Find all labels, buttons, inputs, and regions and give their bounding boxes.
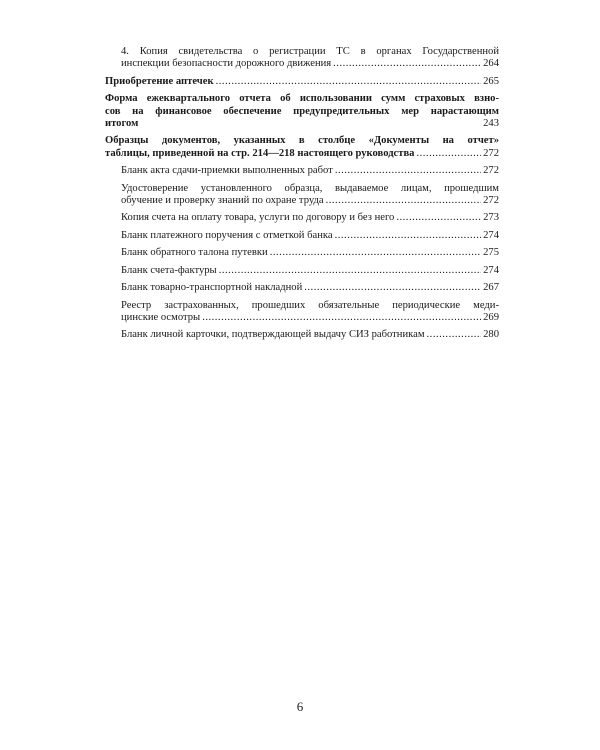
leader-dots bbox=[304, 282, 481, 294]
toc-page-number: 265 bbox=[483, 75, 499, 87]
toc-entry-voucher-stub[interactable] bbox=[105, 247, 499, 259]
toc-entry-line bbox=[121, 230, 499, 242]
toc-page-number: 275 bbox=[483, 247, 499, 259]
leader-dots bbox=[216, 76, 482, 88]
toc-entry-text: Удостоверение установленного образца, выдаваемое лицам, прошедшим bbox=[121, 182, 499, 194]
toc-entry-acceptance-act[interactable] bbox=[105, 165, 499, 177]
toc-page-number: 243 bbox=[483, 118, 499, 130]
toc-entry-title: инспекции безопасности дорожного движения bbox=[121, 58, 332, 70]
leader-dots bbox=[333, 58, 481, 70]
toc-page-number: 273 bbox=[483, 212, 499, 224]
leader-dots bbox=[416, 148, 481, 160]
toc-entry-title: Приобретение аптечек bbox=[105, 75, 214, 87]
toc-entry-line bbox=[121, 195, 499, 207]
toc-entry-line bbox=[121, 282, 499, 294]
toc-entry-quarterly-report-form[interactable] bbox=[105, 93, 499, 130]
toc-entry-invoice-form[interactable] bbox=[105, 265, 499, 277]
toc-entry-title: обучение и проверку знаний по охране труда bbox=[121, 195, 324, 207]
toc-entry-line bbox=[121, 329, 499, 341]
toc-page-number: 274 bbox=[483, 229, 499, 241]
toc-entry-title: Бланк обратного талона путевки bbox=[121, 247, 268, 259]
page-number: 6 bbox=[296, 699, 304, 714]
toc-entry-certificate[interactable] bbox=[105, 183, 499, 208]
toc-entry-title: таблицы, приведенной на стр. 214—218 настоящего руководства bbox=[105, 147, 415, 159]
toc-entry-medical-registry[interactable] bbox=[105, 300, 499, 325]
toc-page-number: 272 bbox=[483, 147, 499, 159]
toc-entry-text: сов на финансовое обеспечение предупредительных мер нарастающим bbox=[105, 105, 499, 117]
toc-entry-line bbox=[105, 76, 499, 88]
leader-dots bbox=[270, 247, 481, 259]
toc-entry-invoice-copy[interactable] bbox=[105, 212, 499, 224]
toc-entry-text: Форма ежеквартального отчета об использовании сумм страховых взно- bbox=[105, 93, 499, 105]
toc-entry-line bbox=[105, 118, 499, 130]
toc-entry-line bbox=[105, 148, 499, 160]
toc-page-number: 274 bbox=[483, 264, 499, 276]
toc-entry-text: 4. Копия свидетельства о регистрации ТС в органах Государственной bbox=[121, 46, 499, 57]
toc-entry-text: Образцы документов, указанных в столбце «Документы на отчет» bbox=[105, 135, 499, 147]
leader-dots bbox=[396, 212, 481, 224]
leader-dots bbox=[427, 329, 482, 341]
toc-entry-title: цинские осмотры bbox=[121, 311, 201, 323]
leader-dots bbox=[335, 165, 481, 177]
toc-entry-title: Бланк счета-фактуры bbox=[121, 264, 217, 276]
toc-entry-payment-order[interactable] bbox=[105, 230, 499, 242]
toc-entry-title: Копия счета на оплату товара, услуги по договору и без него bbox=[121, 212, 395, 224]
toc-entry-title: Бланк платежного поручения с отметкой банка bbox=[121, 229, 333, 241]
toc-entry-line bbox=[121, 312, 499, 324]
toc-entry-ppe-card[interactable] bbox=[105, 329, 499, 341]
toc-entry-first-aid-kits[interactable] bbox=[105, 76, 499, 88]
toc-entry-line bbox=[121, 265, 499, 277]
toc-page-number: 267 bbox=[483, 282, 499, 294]
toc-entry-title: Бланк акта сдачи-приемки выполненных работ bbox=[121, 165, 333, 177]
toc-entry-waybill[interactable] bbox=[105, 282, 499, 294]
toc-entry-line bbox=[121, 212, 499, 224]
leader-dots bbox=[335, 230, 482, 242]
toc-page-number: 280 bbox=[483, 329, 499, 341]
toc-entry-document-samples[interactable] bbox=[105, 135, 499, 160]
toc-entry-vehicle-registration[interactable] bbox=[105, 46, 499, 71]
toc-entry-line bbox=[121, 165, 499, 177]
toc-entry-title: итогом bbox=[105, 118, 139, 130]
toc-page-number: 264 bbox=[483, 58, 499, 70]
leader-dots bbox=[219, 265, 481, 277]
toc-page-number: 272 bbox=[483, 195, 499, 207]
toc-entry-line bbox=[121, 58, 499, 70]
toc-entry-title: Бланк товарно-транспортной накладной bbox=[121, 282, 303, 294]
toc-page-number: 272 bbox=[483, 165, 499, 177]
leader-dots bbox=[202, 312, 481, 324]
table-of-contents bbox=[105, 46, 499, 347]
toc-entry-line bbox=[121, 247, 499, 259]
toc-entry-text: Реестр застрахованных, прошедших обязательные периодические меди- bbox=[121, 299, 499, 311]
leader-dots bbox=[326, 195, 482, 207]
toc-page-number: 269 bbox=[483, 311, 499, 323]
toc-entry-title: Бланк личной карточки, подтверждающей выдачу СИЗ работникам bbox=[121, 329, 425, 341]
